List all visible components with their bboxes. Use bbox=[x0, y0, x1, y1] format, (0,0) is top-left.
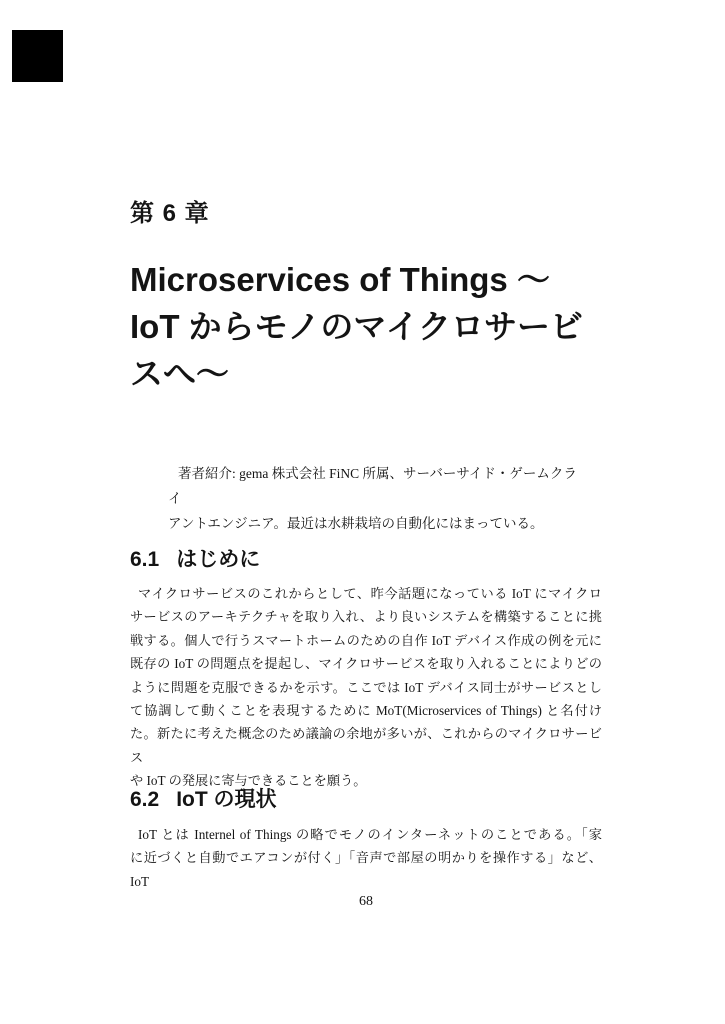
page-number: 68 bbox=[359, 894, 373, 909]
section-body-6-2 bbox=[130, 823, 602, 893]
chapter-title bbox=[130, 256, 602, 397]
text-line: た。新たに考えた概念のため議論の余地が多いが、これからのマイクロサービス bbox=[130, 726, 602, 765]
text-line: 戦する。個人で行うスマートホームのための自作 IoT デバイス作成の例を元に bbox=[130, 632, 602, 648]
text-line: スへ〜 bbox=[130, 355, 229, 392]
section-title: はじめに bbox=[176, 548, 261, 571]
text-line: Microservices of Things 〜 bbox=[130, 261, 550, 298]
section-body-6-1 bbox=[130, 582, 602, 793]
text-line: サービスのアーキテクチャを取り入れ、より良いシステムを構築することに挑 bbox=[130, 609, 602, 625]
text-line: IoT とは Internel of Things の略でモノのインターネットのことである。「家 bbox=[138, 827, 602, 842]
text-line: アントエンジニア。最近は水耕栽培の自動化にはまっている。 bbox=[168, 516, 544, 531]
section-number: 6.1 bbox=[130, 548, 160, 571]
section-title: IoT の現状 bbox=[176, 788, 277, 811]
text-line: IoT からモノのマイクロサービ bbox=[130, 308, 584, 345]
section-heading-6-1 bbox=[130, 546, 602, 574]
text-line: に近づくと自動でエアコンが付く」「音声で部屋の明かりを操作する」など、IoT bbox=[130, 850, 602, 889]
text-line: ように問題を克服できるかを示す。ここでは IoT デバイス同士がサービスとし bbox=[130, 679, 602, 695]
chapter-label: 第 6 章 bbox=[130, 200, 210, 227]
author-intro bbox=[130, 461, 602, 536]
text-line: て協調して動くことを表現するために MoT(Microservices of Things) と名付け bbox=[130, 703, 602, 719]
text-line: マイクロサービスのこれからとして、昨今話題になっている IoT にマイクロ bbox=[138, 586, 602, 601]
section-heading-6-2 bbox=[130, 786, 602, 814]
section-number: 6.2 bbox=[130, 788, 160, 811]
text-line: 既存の IoT の問題点を提起し、マイクロサービスを取り入れることによりどの bbox=[130, 656, 602, 672]
corner-mark bbox=[12, 30, 63, 82]
text-line: や IoT の発展に寄与できることを願う。 bbox=[130, 773, 367, 789]
text-line: 著者紹介: gema 株式会社 FiNC 所属、サーバーサイド・ゲームクライ bbox=[168, 466, 577, 506]
